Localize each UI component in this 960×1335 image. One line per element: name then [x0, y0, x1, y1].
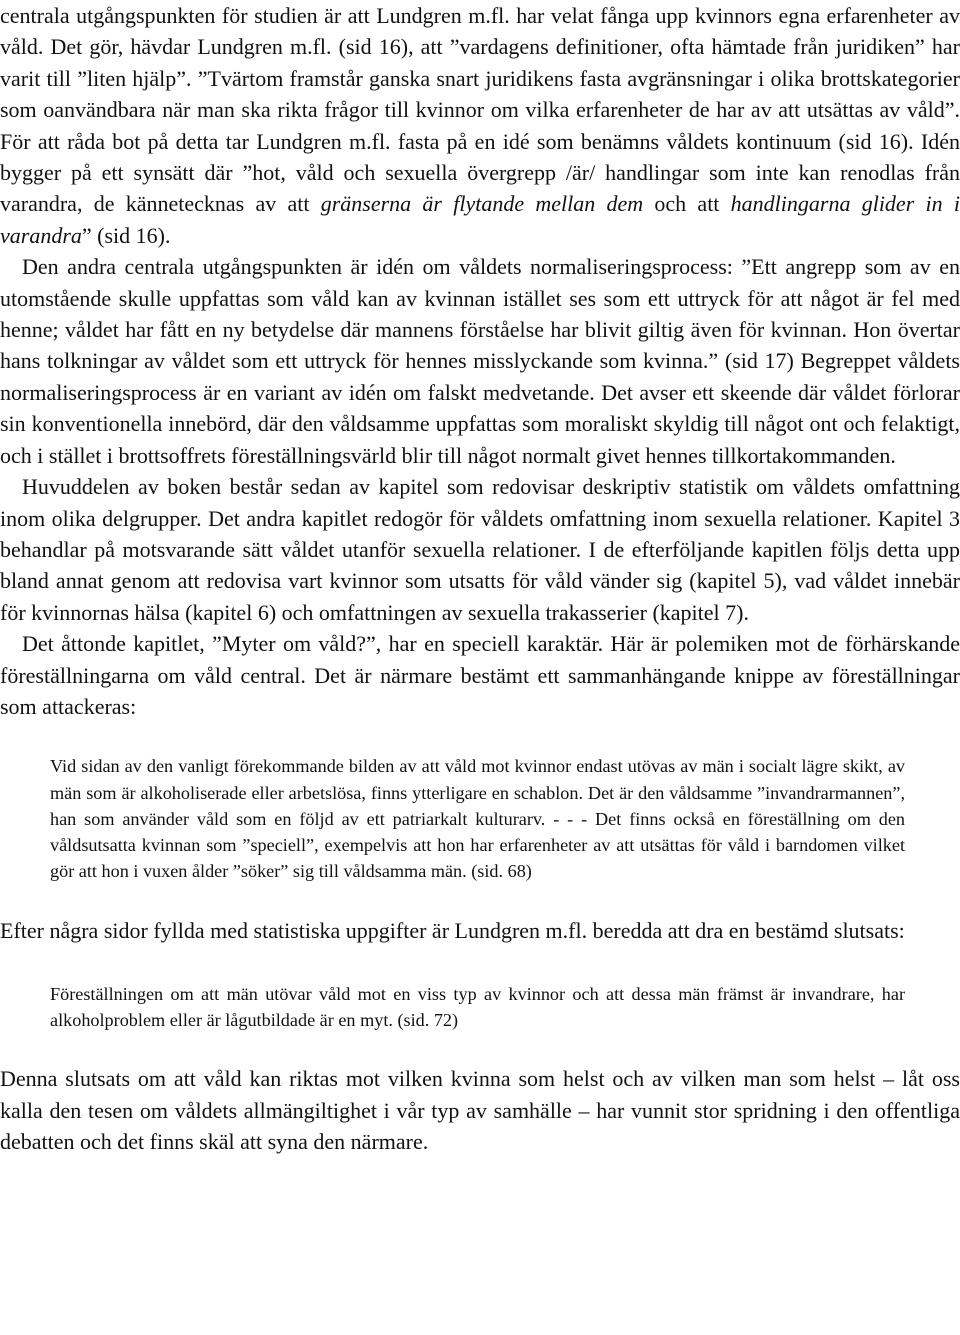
body-paragraph-6: Denna slutsats om att våld kan riktas mot vilken kvinna som helst och av vilken man som helst – låt oss kalla den tesen om våldets allmängiltighet i vår typ av samhälle – har vunnit stor spridning i den offentliga debatten och det finns skäl att syna den närmare.: [0, 1066, 960, 1154]
body-paragraph-4: Det åttonde kapitlet, ”Myter om våld?”, har en speciell karaktär. Här är polemiken mot de förhärskande föreställningarna om våld central. Det är närmare bestämt ett sammanhängande knippe av föreställningar som attackeras:: [0, 631, 960, 719]
paragraph-1-text-c: ” (sid 16).: [81, 222, 171, 248]
paragraph-1-emphasis-1: gränserna är flytande mellan dem: [320, 191, 644, 217]
block-quote-2: Föreställningen om att män utövar våld mot en viss typ av kvinnor och att dessa män främst är invandrare, har alkoholproblem eller är lågutbildade är en myt. (sid. 72): [50, 983, 905, 1030]
body-paragraph-2: Den andra centrala utgångspunkten är idén om våldets normaliseringsprocess: ”Ett angrepp som av en utomstående skulle uppfattas som våld kan av kvinnan istället ses som ett uttryck för att något är fel med henne; våldet har fått en ny betydelse där mannens förståelse har blivit giltig även för kvinnan. Hon övertar hans tolkningar av våldet som ett uttryck för hennes misslyckande som kvinna.” (sid 17) Begreppet våldets normaliseringsprocess är en variant av idén om falskt medvetande. Det avser ett skeende där våldet förlorar sin konventionella innebörd, där den våldsamme uppfattas som moraliskt skyldig till något ont och felaktigt, och i stället i brottsoffrets föreställningsvärld blir till något normalt givet hennes tillkortakommanden.: [0, 254, 960, 468]
body-paragraph-3: Huvuddelen av boken består sedan av kapitel som redovisar deskriptiv statistik om våldets omfattning inom olika delgrupper. Det andra kapitlet redogör för våldets omfattning inom sexuella relationer. Kapitel 3 behandlar på motsvarande sätt våldet utanför sexuella relationer. I de efterföljande kapitlen följs detta upp bland annat genom att redovisa vart kvinnor som utsatts för våld vänder sig (kapitel 5), vad våldet innebär för kvinnornas hälsa (kapitel 6) och omfattningen av sexuella trakasserier (kapitel 7).: [0, 474, 960, 625]
paragraph-1-emphasis-2: handlingarna glider in i varandra: [0, 191, 960, 248]
paragraph-1-text-b: och att: [643, 191, 731, 217]
block-quote-1: Vid sidan av den vanligt förekommande bilden av att våld mot kvinnor endast utövas av män i socialt lägre skikt, av män som är alkoholiserade eller arbetslösa, finns ytterligare en schablon. Det är den våldsamme ”invandrarmannen”, han som använder våld som en följd av ett patriarkalt kulturarv. - - - Det finns också en föreställning om den våldsutsatta kvinnan som ”speciell”, exempelvis att hon har erfarenheter av att utsättas för våld i barndomen vilket gör att hon i vuxen ålder ”söker” sig till våldsamma män. (sid. 68): [50, 756, 905, 882]
paragraph-1-text-a: centrala utgångspunkten för studien är att Lundgren m.fl. har velat fånga upp kvinnors egna erfarenheter av våld. Det gör, hävdar Lundgren m.fl. (sid 16), att ”vardagens definitioner, ofta hämtade från juridiken” har varit till ”liten hjälp”. ”Tvärtom framstår ganska snart juridikens fasta avgränsningar i olika brottskategorier som oanvändbara när man ska rikta frågor till kvinnor om vilka erfarenheter de har av att utsättas av våld”. För att råda bot på detta tar Lundgren m.fl. fasta på en idé som benämns våldets kontinuum (sid 16). Idén bygger på ett synsätt där ”hot, våld och sexuella övergrepp /är/ handlingar som inte kan renodlas från varandra, de kännetecknas av att: [0, 3, 960, 217]
body-paragraph-1: [0, 0, 960, 251]
body-paragraph-5: Efter några sidor fyllda med statistiska uppgifter är Lundgren m.fl. beredda att dra en bestämd slutsats:: [0, 918, 905, 944]
